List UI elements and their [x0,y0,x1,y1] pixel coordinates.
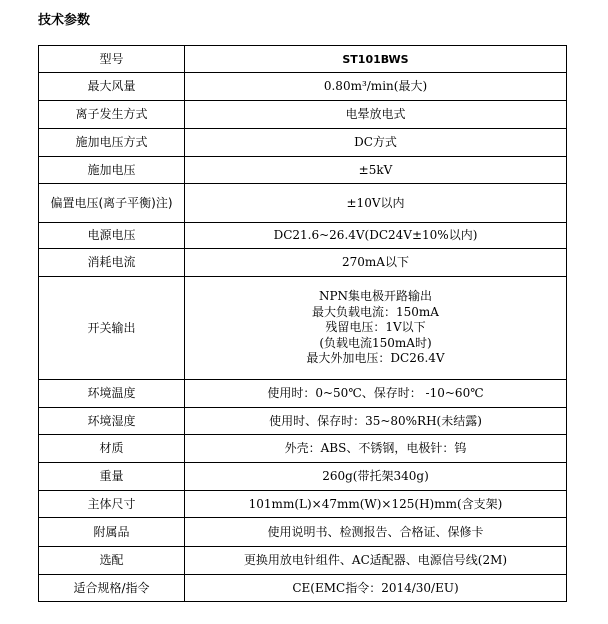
output-spec-line: NPN集电极开路输出 [318,289,433,304]
table-row [39,463,567,491]
param-value: 使用时、保存时：35~80%RH(未结露) [185,408,567,435]
table-row [39,547,567,575]
table-row [39,157,567,184]
output-spec-line: (负载电流150mA时) [319,335,432,350]
param-value: 0.80m³/min(最大) [185,73,567,101]
table-row [39,277,567,380]
table-row [39,435,567,463]
param-label: 消耗电流 [39,249,185,277]
param-label: 环境温度 [39,380,185,408]
param-label: 型号 [39,46,185,73]
param-value: 260g(带托架340g) [185,463,567,491]
param-label: 电源电压 [39,223,185,249]
param-label: 施加电压方式 [39,129,185,157]
param-label: 最大风量 [39,73,185,101]
param-value: DC21.6~26.4V(DC24V±10%以内) [185,223,567,249]
spec-table [38,45,567,602]
table-row [39,408,567,435]
table-row [39,129,567,157]
table-row [39,223,567,249]
param-value: CE(EMC指令：2014/30/EU) [185,575,567,602]
param-value: 电晕放电式 [185,101,567,129]
param-label: 选配 [39,547,185,575]
table-row [39,380,567,408]
table-row [39,575,567,602]
param-value: 更换用放电针组件、AC适配器、电源信号线(2M) [185,547,567,575]
table-row [39,249,567,277]
param-value: ±10V以内 [185,184,567,223]
param-label: 施加电压 [39,157,185,184]
param-label: 材质 [39,435,185,463]
table-row [39,518,567,547]
param-label: 适合规格/指令 [39,575,185,602]
param-label: 偏置电压(离子平衡)注) [39,184,185,223]
section-title: 技术参数 [38,13,91,28]
param-value: 101mm(L)×47mm(W)×125(H)mm(含支架) [185,491,567,518]
param-value: 270mA以下 [185,249,567,277]
output-spec-line: 残留电压：1V以下 [325,320,426,335]
table-row [39,73,567,101]
output-spec-line: 最大负载电流：150mA [312,304,439,319]
table-row [39,491,567,518]
param-label: 主体尺寸 [39,491,185,518]
param-label: 重量 [39,463,185,491]
table-row [39,184,567,223]
param-label: 离子发生方式 [39,101,185,129]
param-value: 外壳：ABS、不锈钢，电极针：钨 [185,435,567,463]
param-value: ST101BWS [185,46,567,73]
param-label: 开关输出 [39,277,185,380]
param-value: DC方式 [185,129,567,157]
param-value: ±5kV [185,157,567,184]
table-row [39,101,567,129]
param-value [185,277,567,380]
param-label: 附属品 [39,518,185,547]
table-row [39,46,567,73]
param-label: 环境湿度 [39,408,185,435]
param-value: 使用时：0~50℃、保存时： -10~60℃ [185,380,567,408]
param-value: 使用说明书、检测报告、合格证、保修卡 [185,518,567,547]
output-spec-line: 最大外加电压：DC26.4V [306,351,445,366]
